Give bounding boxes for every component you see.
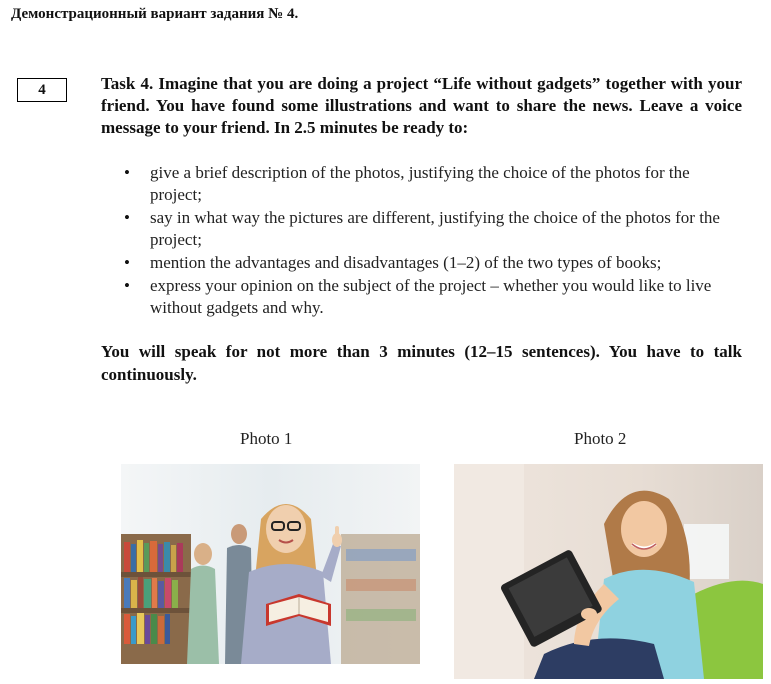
task-number-box: 4 [17,78,67,102]
photo-2-caption: Photo 2 [574,429,627,448]
photo-2-ebook [454,464,763,679]
bullet-item-2: • say in what way the pictures are different, justifying the choice of the photos for the project; [101,207,742,251]
task-bullet-list [101,162,742,320]
bullet-item-4: • express your opinion on the subject of the project – whether you would like to live without gadgets and why. [101,275,742,319]
task-intro: Task 4. Imagine that you are doing a project “Life without gadgets” together with your friend. You have found some illustrations and want to share the news. Leave a voice message to your friend. In 2.5 minutes be ready to: [101,74,742,137]
page-header: Демонстрационный вариант задания № 4. [11,6,299,22]
photo-1-caption: Photo 1 [240,429,293,448]
task-outro: You will speak for not more than 3 minutes (12–15 sentences). You have to talk continuously. [101,342,742,384]
bullet-item-3: • mention the advantages and disadvantages (1–2) of the two types of books; [101,252,742,274]
photo-1-library [121,464,420,664]
bullet-item-1: • give a brief description of the photos, justifying the choice of the photos for the project; [101,162,742,206]
